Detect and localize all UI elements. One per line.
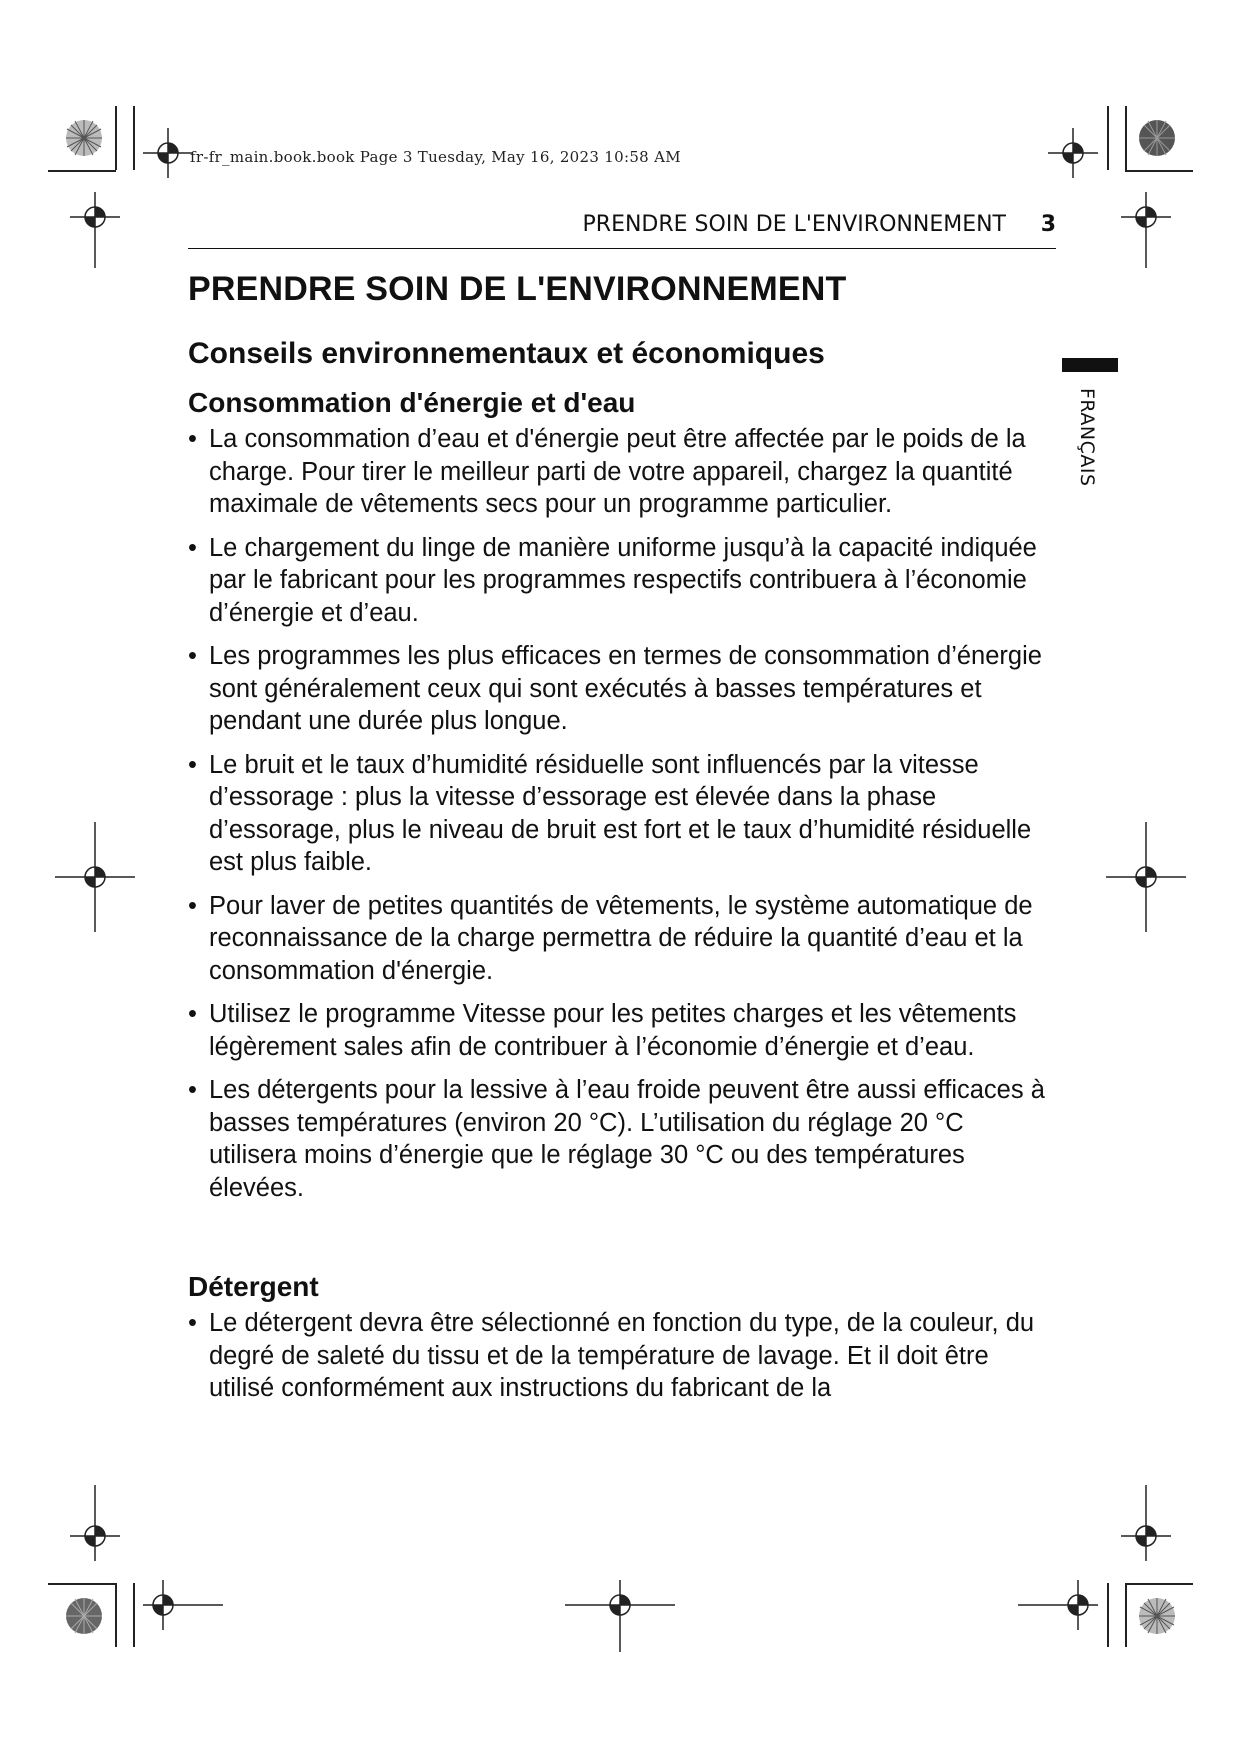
- crop-mark: [133, 106, 135, 170]
- subsection-title: Détergent: [188, 1271, 319, 1302]
- crop-mark: [1107, 106, 1109, 170]
- registration-mark-icon: [1048, 128, 1098, 178]
- registration-mark-icon: [143, 1580, 223, 1630]
- color-target-icon: [1137, 118, 1177, 158]
- section-title: Conseils environnementaux et économiques: [188, 337, 825, 370]
- running-header: [188, 208, 1056, 249]
- list-item: • Le bruit et le taux d’humidité résiduelle sont influencés par la vitesse d’essorage : plus la vitesse d’essorage est élevée dans la phase d’essorage, plus le niveau de bruit est fort et le taux d’humidité résiduelle est plus faible.: [188, 749, 1058, 879]
- registration-mark-icon: [1106, 822, 1186, 932]
- registration-mark-icon: [565, 1580, 675, 1652]
- spacer: [188, 1215, 1058, 1255]
- list-item: • Pour laver de petites quantités de vêtements, le système automatique de reconnaissance de la charge permettra de réduire la quantité d’eau et la consommation d'énergie.: [188, 890, 1058, 988]
- list-item: • Les programmes les plus efficaces en termes de consommation d’énergie sont généralement ceux qui sont exécutés à basses températures et pendant une durée plus longue.: [188, 640, 1058, 738]
- color-target-icon: [1137, 1596, 1177, 1636]
- page-number: 3: [1040, 212, 1056, 237]
- crop-mark: [1125, 1583, 1193, 1585]
- bullet-list: [188, 1307, 1058, 1405]
- main-content: [188, 270, 1058, 1416]
- subsection-title: Consommation d'énergie et d'eau: [188, 387, 636, 418]
- list-item: • La consommation d’eau et d'énergie peut être affectée par le poids de la charge. Pour tirer le meilleur parti de votre appareil, chargez la quantité maximale de vêtements secs pour un programme particulier.: [188, 423, 1058, 521]
- running-title: PRENDRE SOIN DE L'ENVIRONNEMENT: [582, 212, 1006, 237]
- list-item: • Les détergents pour la lessive à l’eau froide peuvent être aussi efficaces à basses températures (environ 20 °C). L’utilisation du réglage 20 °C utilisera moins d’énergie que le réglage 30 °C ou des températures élevées.: [188, 1074, 1058, 1204]
- crop-mark: [1107, 1583, 1109, 1647]
- crop-mark: [133, 1583, 135, 1647]
- crop-mark: [115, 106, 117, 170]
- crop-mark: [1125, 170, 1193, 172]
- bullet-list: [188, 423, 1058, 1204]
- color-target-icon: [64, 1596, 104, 1636]
- registration-mark-icon: [1121, 1485, 1171, 1561]
- language-tab-label: FRANÇAIS: [1076, 388, 1098, 487]
- list-item: • Le détergent devra être sélectionné en fonction du type, de la couleur, du degré de saleté du tissu et de la température de lavage. Et il doit être utilisé conformément aux instructions du fabricant de la: [188, 1307, 1058, 1405]
- crop-mark: [1125, 1583, 1127, 1647]
- color-target-icon: [64, 118, 104, 158]
- page-title: PRENDRE SOIN DE L'ENVIRONNEMENT: [188, 270, 847, 308]
- registration-mark-icon: [70, 1485, 120, 1561]
- registration-mark-icon: [55, 822, 135, 932]
- registration-mark-icon: [70, 192, 120, 268]
- crop-mark: [48, 170, 116, 172]
- list-item: • Utilisez le programme Vitesse pour les petites charges et les vêtements légèrement sales afin de contribuer à l’économie d’énergie et d’eau.: [188, 998, 1058, 1063]
- registration-mark-icon: [143, 128, 193, 178]
- list-item: • Le chargement du linge de manière uniforme jusqu’à la capacité indiquée par le fabricant pour les programmes respectifs contribuera à l’économie d’énergie et d’eau.: [188, 532, 1058, 630]
- crop-mark: [115, 1583, 117, 1647]
- crop-mark: [48, 1583, 116, 1585]
- print-info: fr-fr_main.book.book Page 3 Tuesday, May 16, 2023 10:58 AM: [190, 148, 681, 166]
- language-tab-bar: [1062, 358, 1118, 372]
- registration-mark-icon: [1018, 1580, 1098, 1630]
- registration-mark-icon: [1121, 192, 1171, 268]
- crop-mark: [1125, 106, 1127, 170]
